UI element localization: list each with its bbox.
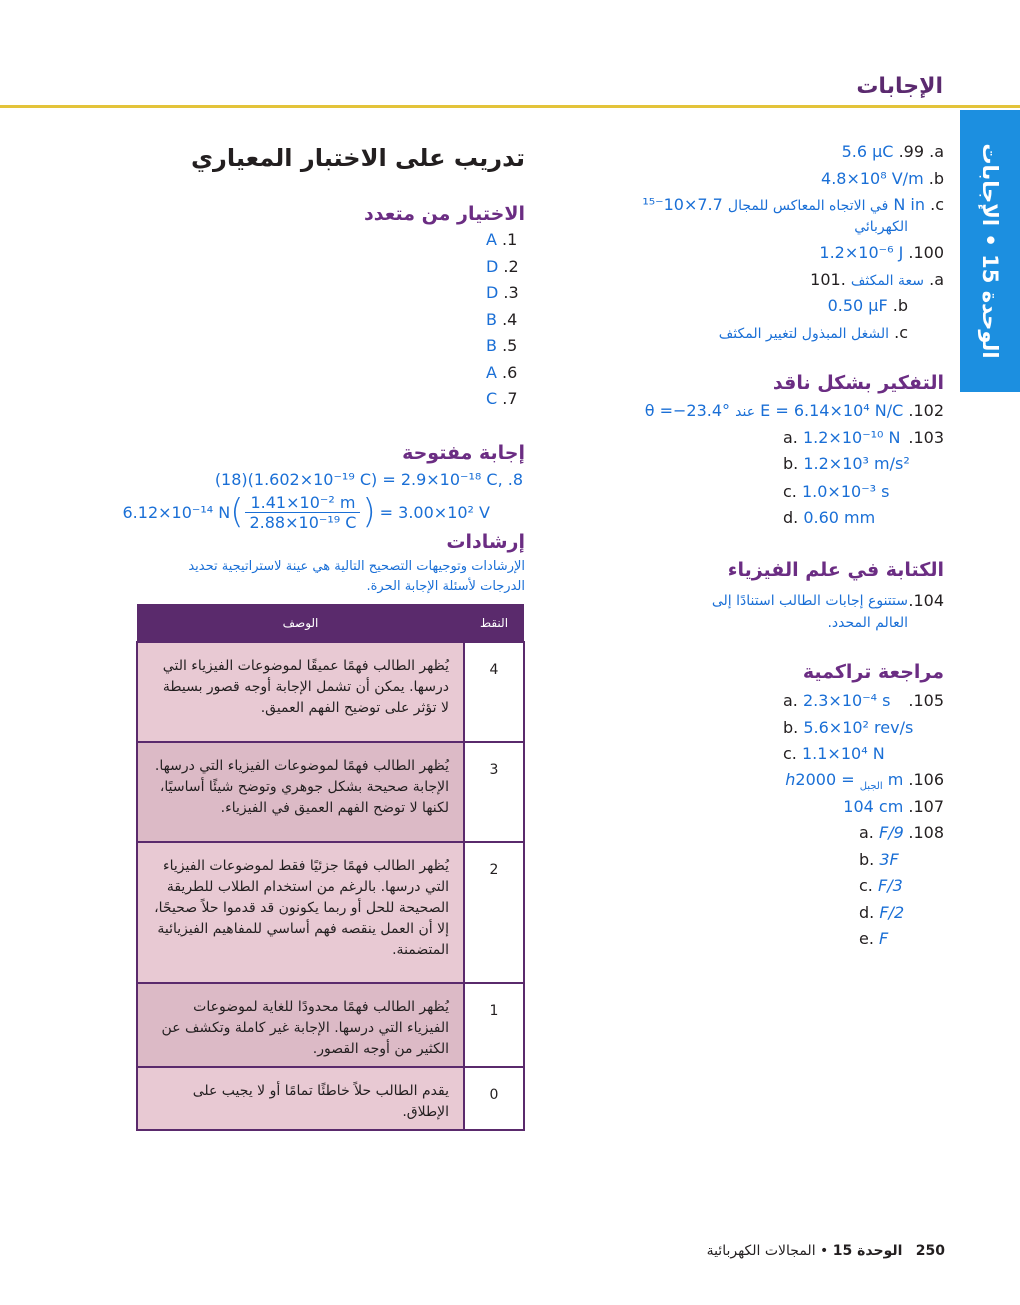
answer-value: 1.2×10⁻¹⁰ N [802, 428, 901, 447]
q8-fraction [245, 493, 360, 532]
answer-106 [785, 770, 944, 792]
sub-label: b. [783, 454, 799, 473]
answer-103-label: .103 [908, 428, 944, 447]
answer-value: 0.60 mm [803, 508, 876, 527]
q8-right: = 3.00×10² V [379, 502, 490, 522]
answer-103a [783, 428, 901, 447]
sub-label: c. [783, 482, 797, 501]
answer-105c [783, 744, 885, 763]
list-item: D .3 [486, 283, 519, 302]
page-footer [707, 1243, 945, 1259]
cumulative-review-heading: مراجعة تراكمية [802, 661, 944, 683]
answer-99b [821, 169, 944, 188]
page-header-title: الإجابات [856, 74, 943, 99]
multiple-choice-list [486, 230, 519, 416]
sub-label: b. [859, 850, 875, 869]
sub-label: c. [783, 744, 797, 763]
section-title: تدريب على الاختبار المعياري [191, 144, 525, 172]
answer-value: F [879, 929, 889, 948]
rubric-points: 1 [464, 983, 524, 1067]
answer-label: .107 [908, 797, 944, 816]
answer-99a [842, 142, 944, 161]
rubric-header-points: النقط [464, 604, 524, 642]
sub-label: d. [859, 903, 875, 922]
list-item: C .7 [486, 389, 518, 408]
q8-left: 6.12×10⁻¹⁴ N [122, 502, 231, 522]
answer-label: .b [892, 296, 908, 315]
sub-label: e. [859, 929, 874, 948]
answer-value: 2.3×10⁻⁴ s [802, 691, 891, 710]
fraction-numerator: 1.41×10⁻² m [245, 493, 360, 513]
paren-close: ) [362, 492, 376, 532]
list-item: B .4 [486, 309, 518, 329]
open-ended-heading: إجابة مفتوحة [402, 442, 525, 464]
table-row [137, 742, 524, 842]
page-number: 250 [915, 1243, 945, 1259]
answer-105a [783, 691, 890, 710]
answer-value: 104 cm [843, 797, 904, 816]
answer-99c [642, 195, 944, 214]
answer-108e [859, 929, 888, 948]
answer-value: 5.6×10² rev/s [803, 718, 914, 737]
footer-unit: الوحدة 15 [832, 1243, 903, 1259]
answer-105-label: .105 [908, 691, 944, 710]
answer-value: 1.1×10⁴ N [801, 744, 885, 763]
paren-open: ( [230, 492, 244, 532]
answer-value: F/2 [879, 903, 905, 922]
answer-value: 3F [879, 850, 899, 869]
q8-line1: (18)(1.602×10⁻¹⁹ C) = 2.9×10⁻¹⁸ C, .8 [214, 470, 523, 489]
answer-text: في الاتجاه المعاكس للمجال [727, 198, 889, 214]
list-item: D .2 [486, 256, 519, 276]
footer-bullet: • [820, 1243, 829, 1259]
rubric-description: يُظهر الطالب فهمًا لموضوعات الفيزياء التي درسها. الإجابة صحيحة بشكل جوهري وتوضح شيئًا أساسيًا، لكنها لا توضح الفهم العميق في الفيزياء. [137, 742, 464, 842]
answer-108a [859, 823, 904, 842]
answer-connector: عند [735, 404, 756, 420]
answer-101c [719, 323, 908, 342]
rubric-header-description: الوصف [137, 604, 464, 642]
answer-value: 1.2×10⁻⁶ J [819, 243, 904, 262]
answer-102 [645, 401, 944, 420]
answer-104: ستتنوع إجابات الطالب استنادًا إلى العالم المحدد. [711, 593, 908, 631]
answer-label: .102 [908, 401, 944, 420]
answer-108d [859, 903, 904, 922]
sub-label: c. [859, 876, 873, 895]
answer-label: .c [894, 323, 908, 342]
answer-100 [819, 243, 944, 262]
answer-label: .106 [908, 770, 944, 789]
table-row [137, 983, 524, 1067]
rubric-description: يُظهر الطالب فهمًا محدودًا للغاية لموضوعات الفيزياء التي درسها. الإجابة غير كاملة وتكشف عن الكثير من أوجه القصور. [137, 983, 464, 1067]
sub-label: a. [783, 691, 798, 710]
answer-101b [828, 296, 908, 315]
sub-label: d. [783, 508, 799, 527]
answer-theta: θ =−23.4° [644, 401, 731, 420]
rubric-description: يُظهر الطالب فهمًا جزئيًا فقط لموضوعات الفيزياء التي درسها. بالرغم من استخدام الطلاب للطريقة الصحيحة للحل أو ربما يكونون قد قدموا حلاً صحيحًا، إلا أن العمل ينقصه فهم أساسي للمفاهيم الفيزيائية المتضمنة. [137, 842, 464, 983]
writing-heading: الكتابة في علم الفيزياء [727, 559, 944, 581]
answer-value: = 2000 m [795, 770, 904, 789]
rubric-description: يُظهر الطالب فهمًا عميقًا لموضوعات الفيزياء التي درسها. يمكن أن تشمل الإجابة أوجه قصور بسيطة لا تؤثر على توضيح الفهم العميق. [137, 642, 464, 742]
table-row [137, 642, 524, 742]
rubric-description: يقدم الطالب حلاً خاطئًا تمامًا أو لا يجيب على الإطلاق. [137, 1067, 464, 1130]
table-row [137, 842, 524, 983]
answer-99c-continued: الكهربائي [854, 219, 908, 235]
rubric-points: 4 [464, 642, 524, 742]
answer-value: 1.2×10³ m/s² [803, 454, 910, 473]
fraction-denominator: 2.88×10⁻¹⁹ C [249, 512, 357, 532]
rubric-points: 2 [464, 842, 524, 983]
answer-108c [859, 876, 903, 895]
answer-value: 1.0×10⁻³ s [801, 482, 890, 501]
answer-104-label: .104 [908, 591, 944, 610]
table-row [137, 1067, 524, 1130]
answer-text: سعة المكثف [850, 273, 925, 289]
list-item: A .6 [486, 362, 518, 382]
list-item: A .1 [486, 230, 518, 249]
answer-108-label: .108 [908, 823, 944, 842]
q8-line2 [123, 492, 491, 532]
sub-label: a. [859, 823, 874, 842]
answer-label: .c [930, 195, 944, 214]
answer-subscript: الجبل [859, 781, 883, 793]
answer-105b [783, 718, 913, 737]
unit-side-tab [960, 110, 1020, 392]
answer-text: الشغل المبذول لتغيير المكثف [718, 326, 890, 342]
multiple-choice-heading: الاختيار من متعدد [364, 203, 525, 225]
answer-108b [859, 850, 899, 869]
rubric-points: 0 [464, 1067, 524, 1130]
answer-label: .101 .a [810, 270, 944, 289]
critical-thinking-heading: التفكير بشكل ناقد [772, 372, 944, 394]
scoring-rubric-table [136, 604, 525, 1131]
answer-value: E = 6.14×10⁴ N/C [760, 401, 904, 420]
answer-value: 5.6 μC [841, 142, 894, 161]
guidance-heading: إرشادات [446, 531, 525, 553]
list-item: B .5 [486, 336, 518, 355]
side-tab-label: الوحدة 15 • الإجابات [978, 143, 1002, 359]
answer-value: 4.8×10⁸ V/m [821, 169, 924, 188]
answer-symbol: h [785, 770, 796, 789]
guidance-text: الإرشادات وتوجيهات التصحيح التالية هي عينة لاستراتيجية تحديد الدرجات لأسئلة الإجابة الحرة. [188, 559, 525, 594]
footer-chapter-title: المجالات الكهربائية [706, 1243, 816, 1259]
answer-103d [783, 508, 875, 527]
answer-101a [810, 270, 944, 289]
answer-label: .100 [908, 243, 944, 262]
answer-label: .99 .a [898, 142, 944, 161]
answer-value: 7.7×10⁻¹⁵ N in [642, 195, 926, 214]
answer-103c [783, 482, 889, 501]
answer-107 [843, 797, 944, 816]
header-divider [0, 105, 1020, 108]
rubric-points: 3 [464, 742, 524, 842]
answer-value: 0.50 μF [827, 296, 888, 315]
sub-label: b. [783, 718, 799, 737]
answer-label: .b [928, 169, 944, 188]
answer-value: F/3 [877, 876, 903, 895]
answer-value: F/9 [878, 823, 904, 842]
answer-103b [783, 454, 910, 473]
sub-label: a. [783, 428, 798, 447]
